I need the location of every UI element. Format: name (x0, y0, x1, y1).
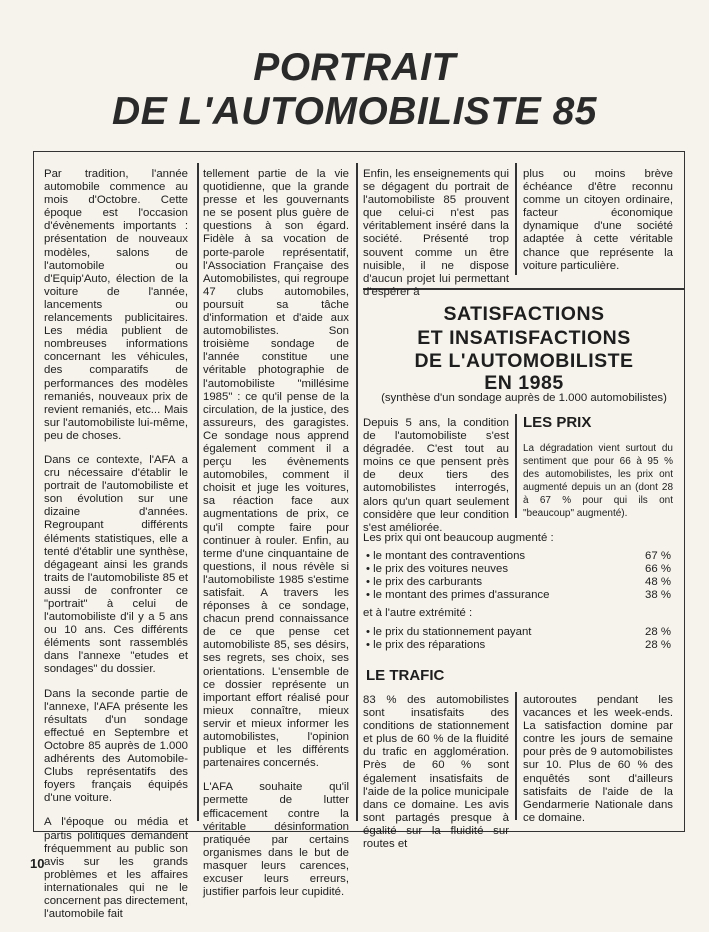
prix-paragraph: La dégradation vient surtout du sentiment que pour 66 à 95 % des automobilistes, les prix ont augmenté depuis un an (dont 28 à 67 % pour qui ils ont "beaucoup" augmenté). (523, 443, 673, 520)
trafic-heading: LE TRAFIC (366, 667, 445, 684)
list-item: • le prix des réparations 28 % (366, 639, 671, 651)
list2-label: et à l'autre extrémité : (363, 607, 473, 619)
col1-paragraph: A l'époque ou média et partis politiques demandent fréquemment au public son avis sur les grands problèmes et les affaires internationales qui ne le concernent pas directement, l'automobile fait (44, 816, 188, 921)
list-item: • le prix des carburants 48 % (366, 576, 671, 588)
page-number: 10 (30, 856, 45, 871)
column-3-top: Enfin, les enseignements qui se dégagent du portrait de l'automobiliste 85 prouvent que celui-ci n'est pas véritablement inséré dans la société. Présenté trop souvent comme un être nuisible, il ne dispose d'aucun projet lui permettant d'espérer à (363, 168, 509, 298)
prix-divider (515, 414, 517, 518)
list-item: • le prix du stationnement payant 28 % (366, 626, 671, 638)
box-headline-2: ET INSATISFACTIONS (417, 327, 631, 349)
column-divider-1 (197, 163, 199, 821)
column-2 (203, 168, 349, 910)
col2-paragraph: tellement partie de la vie quotidienne, que la grande presse et les gouvernants ne se posent plus guère de questions à son égard. Fidèle à sa vocation de porte-parole représentatif, l'Association Française des Automobilistes, qui regroupe 47 clubs automobiles, poursuit sa tâche d'information et d'aide aux automobilistes. Son troisième sondage de l'année constitue une véritable photographie de l'automobiliste "millésime 1985" : ce qu'il pense de la circulation, de la justice, des assureurs, des garagistes. Ce sondage nous apprend également comment il a perçu les évènements automobiles, comment il choisit et juge les voitures, sa réaction face aux augmentations de prix, ce qu'il compte faire pour continuer à rouler. Enfin, au terme d'une cinquantaine de questions, il nous révèle si l'automobiliste 1985 s'estime satisfait. A travers les réponses à ce sondage, chacun prend connaissance de ce que pense cet automobiliste 85, ses désirs, ses regrets, ses choix, ses orientations. L'ensemble de ce dossier représente un important effort réalisé pour mieux connaître, mieux servir et mieux informer les automobilistes, l'opinion publique et les différents partenaires concernés. (203, 168, 349, 770)
trafic-column-2: autoroutes pendant les vacances et les week-ends. La satisfaction domine par contre les jours de semaine pour près de 9 automobilistes sur 10. Plus de 60 % des enquêtés sont d'ailleurs satisfaits de l'aide de la Gendarmerie Nationale dans ce domaine. (523, 694, 673, 824)
col1-paragraph: Dans ce contexte, l'AFA a cru nécessaire d'établir le portrait de l'automobiliste et son évolution sur une dizaine d'années. Regroupant différents éléments statistiques, elle a tenté d'établir une synthèse, dégageant ainsi les grands traits de l'automobiliste 85 et aussi de confronter ce "portrait" à celui de l'automobiliste d'il y a 5 ans ou 10 ans. Ces différents éléments sont rassemblés dans l'annexe "etudes et sondages" du dossier. (44, 453, 189, 676)
box-subtitle: (synthèse d'un sondage auprès de 1.000 automobilistes) (381, 392, 667, 404)
box-headline-3: DE L'AUTOMOBILISTE (414, 350, 634, 372)
trafic-column-1: 83 % des automobilistes sont insatisfaits des conditions de stationnement et plus de 60 % de la fluidité du trafic en agglomération. Près de 60 % sont également insatisfaits de l'aide de la police municipale dans ce domaine. Les avis sont partagés presque à égalité sur la fluidité sur routes et (363, 694, 509, 851)
title-line-2: DE L'AUTOMOBILISTE 85 (112, 90, 597, 133)
trafic-divider (515, 692, 517, 820)
column-divider-2 (356, 163, 358, 821)
box-headline-4: EN 1985 (484, 372, 564, 394)
col1-paragraph: Dans la seconde partie de l'annexe, l'AFA présente les résultats d'un sondage effectué en Septembre et Octobre 85 auprès de 1.000 adhérents des Automobile-Clubs représentatifs des foyers français équipés d'une voiture. (44, 687, 188, 805)
column-1 (44, 168, 188, 932)
column-4-top: plus ou moins brève échéance d'être reconnu comme un citoyen ordinaire, facteur économique dynamique d'une société adaptée à cette véritable chance que représente la voiture particulière. (523, 168, 673, 272)
list1-label: Les prix qui ont beaucoup augmenté : (363, 532, 554, 544)
intro-paragraph: Depuis 5 ans, la condition de l'automobiliste s'est dégradée. C'est tout au moins ce que pensent près de deux tiers des automobilistes interrogés, alors qu'un quart seulement considère que leur condition s'est améliorée. (363, 417, 509, 534)
box-headline-1: SATISFACTIONS (443, 303, 605, 325)
prix-heading: LES PRIX (523, 414, 592, 431)
column-divider-3 (515, 163, 517, 275)
list-item: • le montant des primes d'assurance 38 % (366, 589, 671, 601)
list-item: • le prix des voitures neuves 66 % (366, 563, 671, 575)
title-line-1: PORTRAIT (253, 46, 456, 89)
col2-paragraph: L'AFA souhaite qu'il permette de lutter efficacement contre la véritable désinformation pratiquée par certains organismes dans le but de masquer leurs carences, excuser leurs erreurs, justifier parfois leur cupidité. (203, 781, 349, 899)
list-item: • le montant des contraventions 67 % (366, 550, 671, 562)
col1-paragraph: Par tradition, l'année automobile commence au mois d'Octobre. Cette époque est l'occasion d'évènements importants : présentation de nouveaux modèles, salons de l'automobile ou d'Equip'Auto, élection de la voiture de l'année, lancements ou relancements publicitaires. Les média publient de nombreuses informations concernant les véhicules, des comparatifs de performances des modèles remaniés, nouveaux prix de revient remaniés, etc... Mais sur l'automobiliste lui-même, peu de choses. (44, 168, 188, 442)
